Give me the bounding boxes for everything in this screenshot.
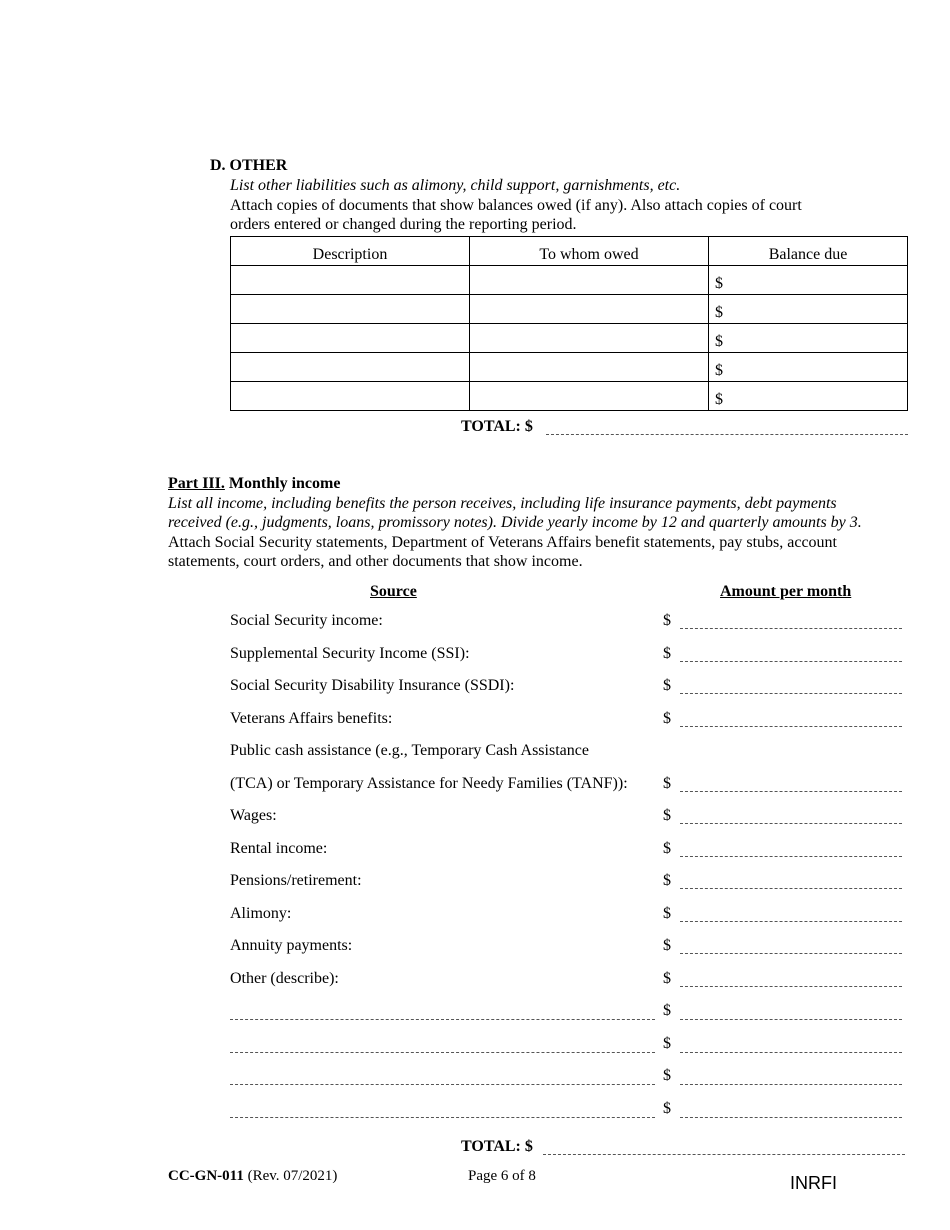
to-whom-cell[interactable]: [470, 382, 709, 411]
balance-cell[interactable]: $: [709, 382, 908, 411]
description-cell[interactable]: [231, 266, 470, 295]
table-row: [231, 382, 908, 411]
section-d-total-field[interactable]: [546, 434, 908, 435]
balance-cell[interactable]: $: [709, 266, 908, 295]
dollar-sign: $: [663, 872, 671, 889]
part3-instruction-2: statements, court orders, and other documents that show income.: [168, 553, 583, 570]
dollar-sign: $: [663, 612, 671, 629]
dollar-sign: $: [663, 775, 671, 792]
section-d-heading: D. OTHER: [210, 157, 288, 174]
part3-italic-2: received (e.g., judgments, loans, promissory notes). Divide yearly income by 12 and quarterly amounts by 3.: [168, 514, 862, 531]
part3-italic-1: List all income, including benefits the person receives, including life insurance payments, debt payments: [168, 495, 837, 512]
income-label-wages: Wages:: [230, 807, 277, 824]
to-whom-cell[interactable]: [470, 353, 709, 382]
amount-field[interactable]: [680, 661, 902, 662]
other-description-field[interactable]: [230, 1052, 655, 1053]
amount-field[interactable]: [680, 693, 902, 694]
part3-total-label: TOTAL: $: [461, 1138, 533, 1155]
amount-field[interactable]: [680, 1084, 902, 1085]
table-row: [231, 324, 908, 353]
income-label-veterans: Veterans Affairs benefits:: [230, 710, 393, 727]
amount-field[interactable]: [680, 888, 902, 889]
description-cell[interactable]: [231, 324, 470, 353]
to-whom-cell[interactable]: [470, 324, 709, 353]
dollar-sign: $: [663, 710, 671, 727]
section-d-instruction-2: orders entered or changed during the reporting period.: [230, 216, 577, 233]
table-header-row: [231, 237, 908, 266]
dollar-sign: $: [663, 937, 671, 954]
income-label-ssi: Supplemental Security Income (SSI):: [230, 645, 470, 662]
dollar-sign: $: [663, 1035, 671, 1052]
other-description-field[interactable]: [230, 1019, 655, 1020]
to-whom-cell[interactable]: [470, 295, 709, 324]
amount-field[interactable]: [680, 1117, 902, 1118]
dollar-sign: $: [663, 677, 671, 694]
amount-field[interactable]: [680, 953, 902, 954]
table-row: [231, 295, 908, 324]
balance-cell[interactable]: $: [709, 324, 908, 353]
dollar-sign: $: [663, 1100, 671, 1117]
amount-field[interactable]: [680, 823, 902, 824]
col-description: Description: [231, 237, 470, 266]
description-cell[interactable]: [231, 382, 470, 411]
table-row: [231, 266, 908, 295]
description-cell[interactable]: [231, 295, 470, 324]
income-label-public-cash-1: Public cash assistance (e.g., Temporary Cash Assistance: [230, 742, 589, 759]
income-label-public-cash-2: (TCA) or Temporary Assistance for Needy Families (TANF)):: [230, 775, 628, 792]
source-column-header: Source: [370, 583, 417, 600]
part3-heading: Part III. Monthly income: [168, 475, 341, 492]
amount-column-header: Amount per month: [720, 583, 852, 600]
amount-field[interactable]: [680, 1052, 902, 1053]
dollar-sign: $: [663, 1067, 671, 1084]
liabilities-table: [230, 236, 908, 411]
part3-instruction-1: Attach Social Security statements, Department of Veterans Affairs benefit statements, pay stubs, account: [168, 534, 837, 551]
income-label-social-security: Social Security income:: [230, 612, 383, 629]
amount-field[interactable]: [680, 1019, 902, 1020]
balance-cell[interactable]: $: [709, 353, 908, 382]
amount-field[interactable]: [680, 726, 902, 727]
footer-form-code: INRFI: [790, 1173, 837, 1193]
col-to-whom-owed: To whom owed: [470, 237, 709, 266]
income-label-pensions: Pensions/retirement:: [230, 872, 362, 889]
income-label-annuity: Annuity payments:: [230, 937, 353, 954]
dollar-sign: $: [663, 807, 671, 824]
amount-field[interactable]: [680, 921, 902, 922]
balance-cell[interactable]: $: [709, 295, 908, 324]
other-description-field[interactable]: [230, 1084, 655, 1085]
part3-total-field[interactable]: [543, 1154, 905, 1155]
income-label-alimony: Alimony:: [230, 905, 292, 922]
income-label-ssdi: Social Security Disability Insurance (SSDI):: [230, 677, 515, 694]
section-d-total-label: TOTAL: $: [461, 418, 533, 435]
table-row: [231, 353, 908, 382]
section-d-instruction-1: Attach copies of documents that show balances owed (if any). Also attach copies of court: [230, 197, 802, 214]
to-whom-cell[interactable]: [470, 266, 709, 295]
income-label-other: Other (describe):: [230, 970, 339, 987]
description-cell[interactable]: [231, 353, 470, 382]
amount-field[interactable]: [680, 791, 902, 792]
dollar-sign: $: [663, 905, 671, 922]
dollar-sign: $: [663, 840, 671, 857]
other-description-field[interactable]: [230, 1117, 655, 1118]
section-d-italic-note: List other liabilities such as alimony, child support, garnishments, etc.: [230, 177, 681, 194]
footer-page-number: Page 6 of 8: [468, 1168, 536, 1184]
amount-field[interactable]: [680, 856, 902, 857]
dollar-sign: $: [663, 970, 671, 987]
amount-field[interactable]: [680, 986, 902, 987]
income-label-rental: Rental income:: [230, 840, 328, 857]
dollar-sign: $: [663, 645, 671, 662]
col-balance-due: Balance due: [709, 237, 908, 266]
amount-field[interactable]: [680, 628, 902, 629]
dollar-sign: $: [663, 1002, 671, 1019]
footer-form-id: CC-GN-011 (Rev. 07/2021): [168, 1168, 338, 1184]
